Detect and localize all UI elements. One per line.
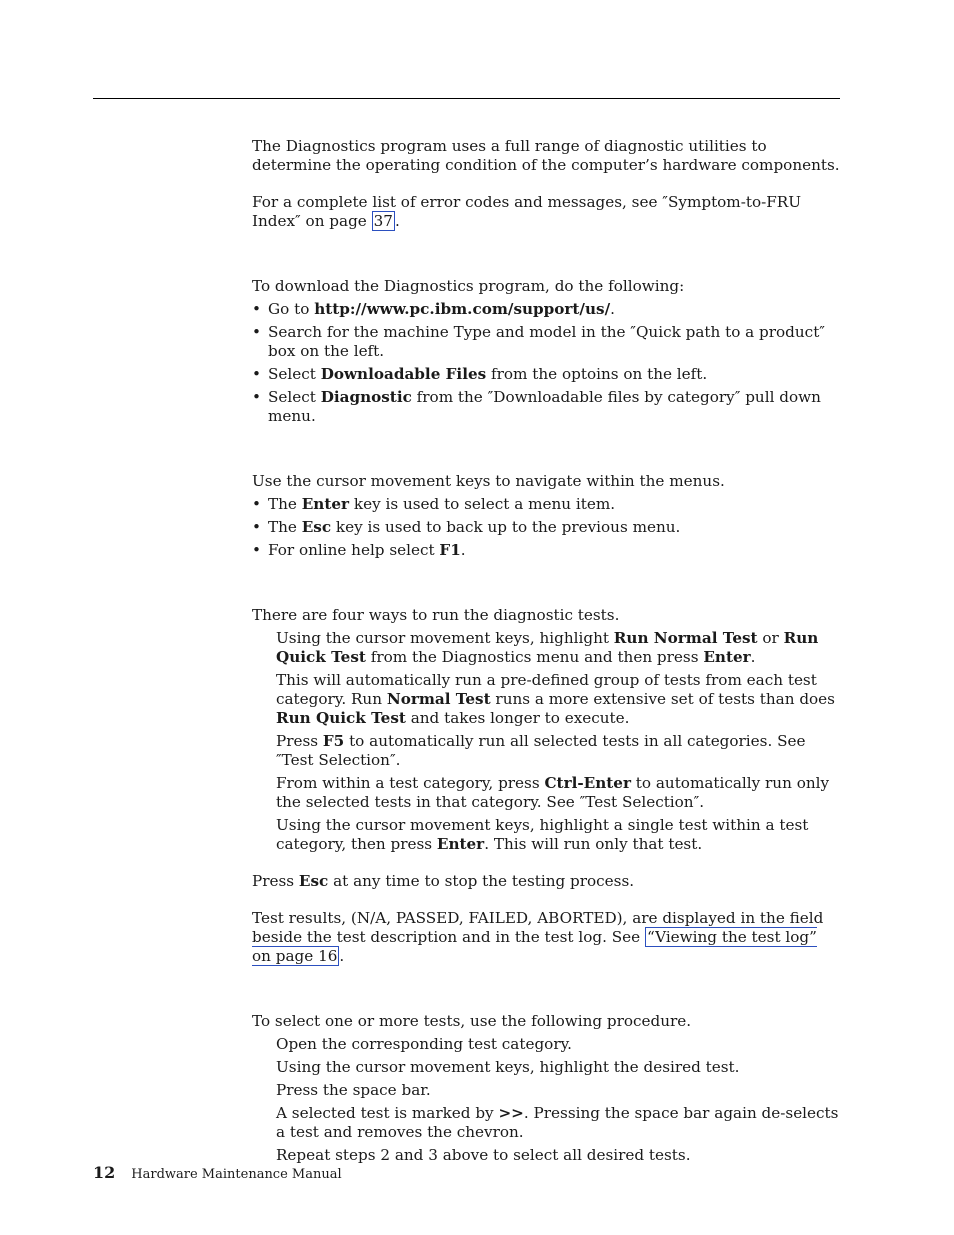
navigate-lead: Use the cursor movement keys to navigate within the menus.: [252, 472, 725, 490]
list-item: Open the corresponding test category.: [276, 1035, 572, 1053]
list-item: Using the cursor movement keys, highlight a single test within a test category, then press Enter. This will run only that test.: [276, 816, 809, 853]
list-item: Using the cursor movement keys, highlight the desired test.: [276, 1058, 740, 1076]
download-lead: To download the Diagnostics program, do the following:: [252, 277, 685, 295]
list-item: • The Enter key is used to select a menu item.: [252, 495, 840, 514]
select-tests-lead: To select one or more tests, use the following procedure.: [252, 1012, 692, 1030]
list-item-note: This will automatically run a pre-defined group of tests from each test category. Run Normal Test runs a more extensive set of tests than does Run Quick Test and takes longer to execute.: [276, 671, 835, 727]
error-codes-paragraph: For a complete list of error codes and messages, see ″Symptom-to-FRU Index″ on page 37 .: [252, 193, 801, 230]
download-list: [252, 300, 840, 426]
intro-paragraph: The Diagnostics program uses a full range of diagnostic utilities to determine the operating condition of the computer’s hardware components.: [252, 137, 840, 174]
page-37-link[interactable]: 37: [373, 212, 393, 230]
list-item: • Select Diagnostic from the ″Downloadable files by category″ pull down menu.: [252, 388, 840, 426]
page-number: 12: [93, 1163, 116, 1182]
list-item: A selected test is marked by >>. Pressing the space bar again de-selects a test and removes the chevron.: [276, 1104, 839, 1141]
header-rule: [93, 98, 840, 99]
list-item: • Select Downloadable Files from the optoins on the left.: [252, 365, 840, 384]
page-content: [252, 137, 840, 1169]
list-item: • Search for the machine Type and model in the ″Quick path to a product″ box on the left.: [252, 323, 840, 361]
list-item: Press the space bar.: [276, 1081, 431, 1099]
list-item: Repeat steps 2 and 3 above to select all desired tests.: [276, 1146, 691, 1164]
list-item: From within a test category, press Ctrl-Enter to automatically run only the selected tests in that category. See ″Test Selection″.: [276, 774, 830, 811]
results-paragraph: Test results, (N/A, PASSED, FAILED, ABORTED), are displayed in the field beside the test description and in the test log. See “Viewing the test log” on page 16 .: [252, 909, 824, 965]
list-item: • Go to http://www.pc.ibm.com/support/us/.: [252, 300, 840, 319]
list-item: Using the cursor movement keys, highlight Run Normal Test or Run Quick Test from the Diagnostics menu and then press Enter.: [276, 629, 819, 666]
list-item: • The Esc key is used to back up to the previous menu.: [252, 518, 840, 537]
esc-paragraph: Press Esc at any time to stop the testing process.: [252, 872, 635, 890]
list-item: • For online help select F1.: [252, 541, 840, 560]
run-tests-steps: [252, 629, 840, 854]
run-tests-lead: There are four ways to run the diagnostic tests.: [252, 606, 620, 624]
list-item: Press F5 to automatically run all selected tests in all categories. See ″Test Selection″.: [276, 732, 806, 769]
page-footer: [93, 1163, 342, 1182]
manual-title: Hardware Maintenance Manual: [131, 1167, 342, 1182]
select-tests-steps: [252, 1035, 840, 1165]
test-log-link[interactable]: “Viewing the test log” on page 16: [252, 928, 817, 965]
navigate-list: [252, 495, 840, 560]
support-url: http://www.pc.ibm.com/support/us/: [314, 300, 611, 318]
